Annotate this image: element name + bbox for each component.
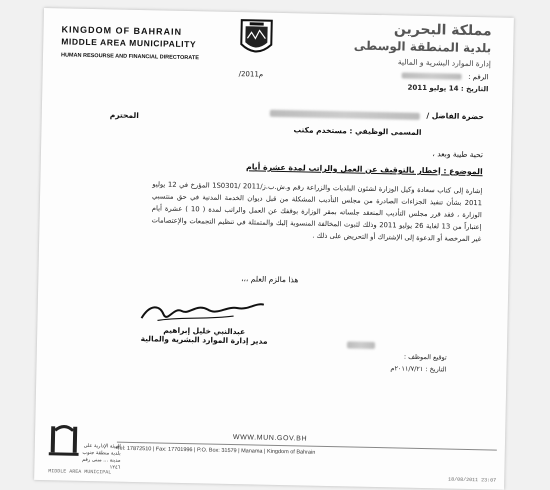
greeting: تحية طيبة وبعد ،	[432, 149, 484, 160]
closing-line: هذا مالزم العلم ،،،	[241, 274, 299, 285]
fax-header-left: MIDDLE AREA MUNICIPAL	[48, 468, 112, 476]
reference-number-row	[402, 72, 489, 82]
recipient-title: المسمى الوظيفي : مستخدم مكتب	[293, 125, 422, 137]
recipient-honorific: المحترم	[109, 110, 139, 121]
letter-sheet	[34, 8, 514, 490]
receipt-date-row	[390, 362, 446, 375]
date-value: 14 يوليو 2011	[407, 83, 459, 93]
redacted-reference	[402, 73, 462, 80]
handwritten-signature	[137, 296, 268, 329]
recipient-salutation-row	[266, 108, 484, 122]
footer-arabic-address: الهيئة الإدارية على بلدية منطقة جنوب مدينة ... مبنى رقم ١٢٤٦	[82, 442, 121, 471]
signatory-position: مدير إدارة الموارد البشرية والمالية	[140, 334, 268, 346]
redacted-recipient-name	[270, 109, 420, 119]
letter-body: إشارة إلى كتاب سعادة وكيل الوزارة لشئون البلديات والزراعة رقم و.ش.ب.ز/1S0301/ 2011 المؤرخ في 12 يوليو 2011 بشأن تنفيذ الجزاءات الصادرة من مجلس التأديب المشكلة من قبل ديوان الخدمة المدنية في حق منتسبي الوزارة ، فقد قرر مجلس التأديب المنعقد جلساته بمقر الوزارة بوقفك عن العمل والراتب لمدة ( 10 ) عشرة أيام إعتباراً من 13 لغاية 26 يوليو 2011 وذلك لثبوت المخالفة المنسوبة إليك والمتمثلة في تنظيم التجمعات والإعتصامات غير المرخصة أو الدعوة إلى الإشتراك أو التحريض على ذلك .	[151, 180, 483, 244]
redacted-employee-signature	[347, 341, 375, 349]
footer-contact: Tel: 17872510 | Fax: 17701996 | P.O. Box: 31579 | Manama | Kingdom of Bahrain	[117, 442, 497, 460]
signatory-block	[129, 325, 279, 346]
subject-line: الموضوع : إخطار بالتوقيف عن العمل والراتب لمدة عشرة أيام	[245, 162, 483, 177]
employee-receipt-block	[390, 350, 447, 375]
receipt-date-value: ٢٠١١/٧/٢١م	[390, 364, 424, 374]
employee-signature-label: توقيع الموظف :	[403, 352, 447, 362]
letterhead-en-line3: HUMAN RESOURSE AND FINANCIAL DIRECTORATE	[60, 52, 199, 62]
signatory-name: عبدالنبي خليل إبراهيم	[163, 325, 246, 337]
receipt-date-label: التاريخ :	[425, 365, 447, 374]
letterhead-ar-line3: إدارة الموارد البشرية و المالية	[397, 57, 492, 69]
fax-header-right: 18/08/2011 23:07	[448, 476, 497, 484]
municipality-crest-icon	[239, 18, 274, 59]
building-logo-icon	[49, 422, 80, 457]
footer-website: WWW.MUN.GOV.BH	[232, 434, 308, 443]
reference-value: /2011م	[238, 70, 264, 79]
letterhead-ar-line2: بلدية المنطقة الوسطى	[353, 38, 492, 56]
letterhead-ar-line1: مملكة البحرين	[393, 21, 492, 40]
date-label: التاريخ :	[460, 84, 489, 94]
reference-label: الرقم :	[468, 72, 489, 82]
fax-header	[48, 468, 496, 483]
letterhead-en-line1: KINGDOM OF BAHRAIN	[61, 24, 183, 37]
letter-date-row	[407, 84, 488, 94]
letterhead-en-line2: MIDDLE AREA MUNICIPALITY	[61, 36, 197, 50]
letterhead-english	[61, 24, 262, 62]
recipient-salutation: حضرة الفاضل /	[426, 111, 484, 122]
